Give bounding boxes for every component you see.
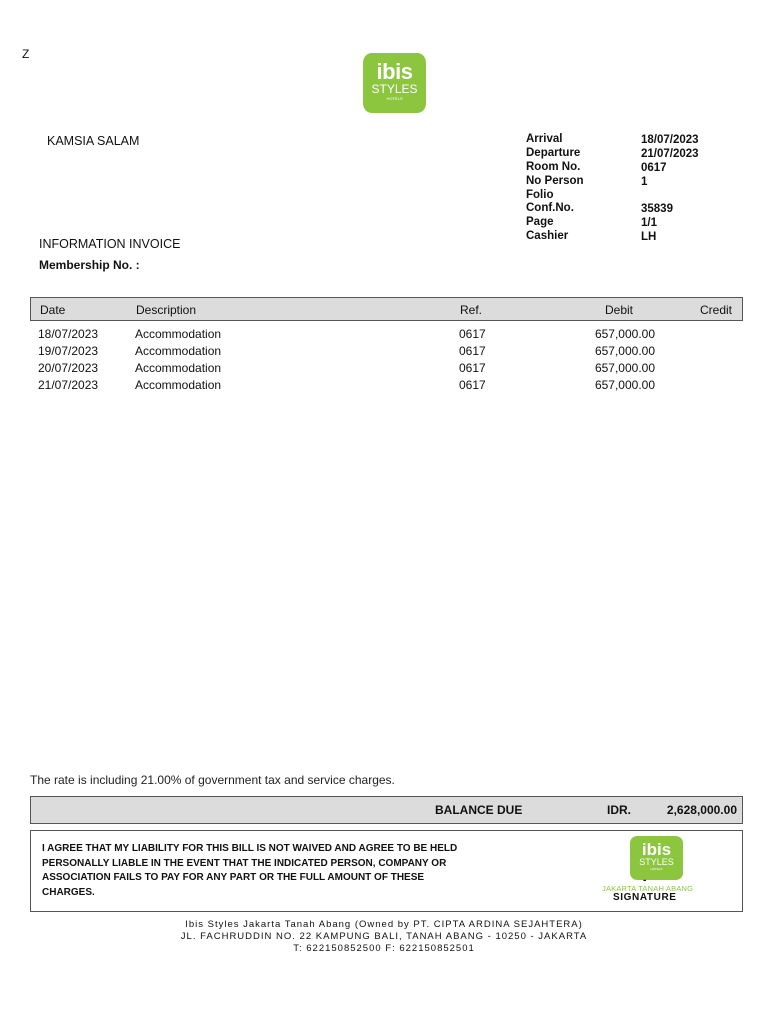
stay-info-label: Room No. — [526, 161, 581, 173]
row-ref: 0617 — [459, 378, 486, 392]
stay-info-value: 18/07/2023 — [641, 134, 699, 146]
column-header-description: Description — [136, 303, 197, 317]
row-description: Accommodation — [135, 327, 222, 341]
agreement-line: I AGREE THAT MY LIABILITY FOR THIS BILL IS NOT WAIVED AND AGREE TO BE HELD — [42, 843, 458, 854]
balance-amount: 2,628,000.00 — [666, 803, 737, 817]
footer-phone-line: T: 622150852500 F: 622150852501 — [293, 943, 475, 954]
guest-name: KAMSIA SALAM — [47, 134, 140, 148]
row-description: Accommodation — [135, 344, 222, 358]
column-header-ref: Ref. — [460, 303, 483, 317]
hotel-logo — [363, 53, 426, 113]
tax-note: The rate is including 21.00% of government tax and service charges. — [30, 773, 395, 787]
agreement-box — [30, 830, 743, 912]
agreement-line: CHARGES. — [42, 886, 95, 898]
stay-info-value: LH — [641, 231, 657, 243]
agreement-line: PERSONALLY LIABLE IN THE EVENT THAT THE INDICATED PERSON, COMPANY OR — [42, 857, 447, 869]
stay-info-value: 1/1 — [641, 217, 657, 229]
stay-info-label: Departure — [526, 147, 581, 159]
row-ref: 0617 — [459, 361, 486, 375]
table-header — [30, 297, 743, 321]
agreement-text — [42, 842, 482, 900]
stay-info-value: 35839 — [641, 203, 673, 215]
stamp-location-text: JAKARTA TANAH ABANG — [602, 884, 694, 893]
stay-info-label: Arrival — [526, 133, 563, 145]
row-date: 20/07/2023 — [38, 361, 99, 375]
row-debit: 657,000.00 — [594, 327, 655, 341]
row-date: 21/07/2023 — [38, 378, 99, 392]
row-ref: 0617 — [459, 344, 486, 358]
footer-company-line: Ibis Styles Jakarta Tanah Abang (Owned by PT. CIPTA ARDINA SEJAHTERA) — [185, 919, 583, 930]
stay-info-label: Cashier — [526, 230, 569, 242]
footer-address-line: JL. FACHRUDDIN NO. 22 KAMPUNG BALI, TANAH ABANG - 10250 - JAKARTA — [180, 931, 588, 942]
invoice-title: INFORMATION INVOICE — [39, 237, 181, 251]
row-ref: 0617 — [459, 327, 486, 341]
membership-label: Membership No. : — [39, 258, 140, 272]
table-row — [0, 327, 768, 344]
row-debit: 657,000.00 — [594, 378, 655, 392]
column-header-debit: Debit — [605, 303, 634, 317]
stamp-logo-text-ibis: ibis — [641, 840, 672, 859]
row-description: Accommodation — [135, 378, 222, 392]
row-date: 19/07/2023 — [38, 344, 99, 358]
balance-currency: IDR. — [607, 803, 631, 817]
row-debit: 657,000.00 — [594, 344, 655, 358]
row-date: 18/07/2023 — [38, 327, 99, 341]
row-description: Accommodation — [135, 361, 222, 375]
stay-info-label: No Person — [526, 175, 584, 187]
table-row — [0, 361, 768, 378]
column-header-credit: Credit — [700, 303, 733, 317]
table-row — [0, 344, 768, 361]
stay-info-value: 0617 — [641, 162, 667, 174]
row-debit: 657,000.00 — [594, 361, 655, 375]
column-header-date: Date — [40, 303, 66, 317]
stay-info-value: 1 — [641, 176, 648, 188]
logo-text-hotels: HOTELS — [386, 96, 403, 101]
stay-info-label: Conf.No. — [526, 202, 574, 214]
balance-due-bar — [30, 796, 743, 824]
stamp-logo-text-hotels: HOTELS — [650, 867, 663, 871]
hotel-stamp-logo — [630, 836, 683, 880]
corner-mark: Z — [22, 47, 30, 61]
agreement-line: ASSOCIATION FAILS TO PAY FOR ANY PART OR THE FULL AMOUNT OF THESE — [42, 872, 425, 884]
stamp-logo-text-styles: STYLES — [639, 857, 674, 867]
stay-info-label: Page — [526, 216, 554, 228]
table-row — [0, 378, 768, 395]
stay-info-label: Folio — [526, 189, 554, 201]
stay-info-value: 21/07/2023 — [641, 148, 699, 160]
signature-label: SIGNATURE — [613, 892, 677, 903]
logo-text-styles: STYLES — [371, 82, 418, 96]
logo-text-ibis: ibis — [376, 59, 413, 84]
signature-dash: - — [643, 875, 647, 886]
balance-due-label: BALANCE DUE — [435, 803, 523, 817]
